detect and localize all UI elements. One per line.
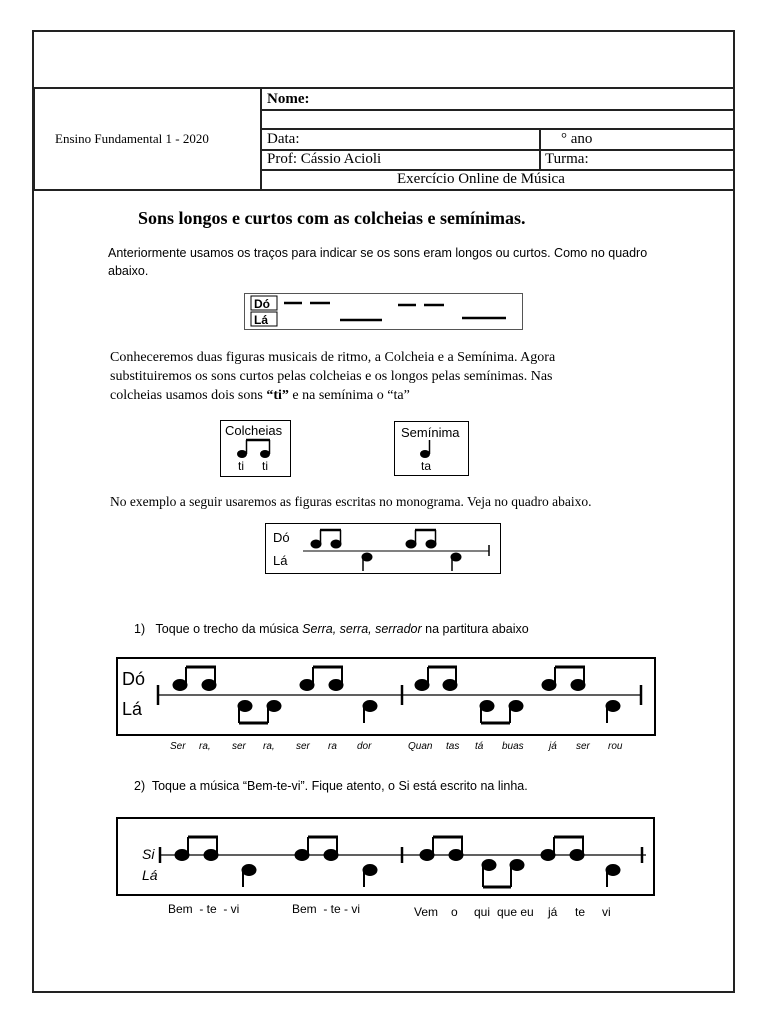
example-staff [265, 523, 502, 575]
lyric: tá [475, 741, 484, 752]
exercise2-text: 2) Toque a música “Bem-te-vi”. Fique atento, o Si está escrito na linha. [134, 779, 528, 793]
lyric: te [575, 905, 586, 919]
page-title: Sons longos e curtos com as colcheias e semínimas. [138, 208, 526, 228]
seminima-syllable: ta [421, 459, 432, 473]
seminima-title: Semínima [401, 425, 460, 440]
figures-line3-post: e na semínima o “ta” [288, 388, 410, 403]
lyric: Quan [408, 741, 433, 752]
prof-label: Prof: Cássio Acioli [267, 151, 382, 167]
figures-line3-ti: “ti” [266, 388, 289, 403]
example-do-label: Dó [273, 530, 290, 545]
figures-line3 [110, 386, 410, 405]
lyric: tas [446, 741, 460, 752]
seminima-box [394, 421, 470, 477]
intro-line2: abaixo. [108, 264, 149, 278]
lyric: ser [576, 741, 590, 752]
ex2-la-label: Lá [142, 867, 158, 883]
data-label: Data: [267, 131, 300, 147]
turma-label: Turma: [545, 151, 589, 167]
exercise2-staff [116, 817, 656, 897]
lyric: Bem - te - vi [292, 902, 361, 916]
ex2-si-label: Si [142, 846, 155, 862]
lyric: o [451, 905, 458, 919]
colcheias-syllable-1: ti [238, 459, 244, 473]
intro-line1: Anteriormente usamos os traços para indicar se os sons eram longos ou curtos. Como no quadro [108, 246, 648, 260]
example-la-label: Lá [273, 553, 288, 568]
lyric: Vem [414, 905, 439, 919]
figures-line3-pre: colcheias usamos dois sons [110, 388, 267, 403]
dash-la-label: Lá [254, 313, 269, 327]
lyric: ra [328, 741, 337, 752]
example-text: No exemplo a seguir usaremos as figuras escritas no monograma. Veja no quadro abaixo. [110, 494, 592, 509]
colcheias-title: Colcheias [225, 423, 283, 438]
colcheias-syllable-2: ti [262, 459, 268, 473]
exercise1-text [134, 620, 529, 639]
figures-line1: Conheceremos duas figuras musicais de ritmo, a Colcheia e a Semínima. Agora [110, 350, 556, 365]
dash-diagram [244, 293, 524, 331]
lyric: ser [296, 741, 310, 752]
lyric: vi [602, 905, 611, 919]
exercise1-song: Serra, serra, serrador [302, 622, 422, 636]
dash-do-label: Dó [254, 297, 270, 311]
exercise1-number: 1) [134, 622, 146, 636]
lyric: já [549, 741, 557, 752]
figures-line2: substituiremos os sons curtos pelas colcheias e os longos pelas semínimas. Nas [110, 369, 553, 384]
lyric: rou [608, 741, 623, 752]
ano-label: ° ano [561, 131, 593, 147]
lyric: Ser [170, 741, 186, 752]
lyric: já [548, 905, 558, 919]
lyric: Bem - te - vi [168, 902, 240, 916]
exercise1-pre: Toque o trecho da música [155, 622, 303, 636]
exercise2-lyrics [0, 902, 768, 920]
exercise1-post: na partitura abaixo [421, 622, 529, 636]
lyric: buas [502, 741, 524, 752]
exercise-title: Exercício Online de Música [397, 171, 565, 187]
lyric: ser [232, 741, 246, 752]
school-label: Ensino Fundamental 1 - 2020 [55, 131, 209, 146]
lyric: ra, [199, 741, 211, 752]
lyric: qui [474, 905, 491, 919]
ex1-do-label: Dó [122, 669, 146, 689]
header-table [33, 87, 735, 191]
nome-label: Nome: [267, 91, 310, 107]
lyric: ra, [263, 741, 275, 752]
colcheias-box [220, 420, 292, 478]
ex1-la-label: Lá [122, 699, 143, 719]
lyric: que eu [497, 905, 534, 919]
exercise1-staff [116, 657, 656, 737]
exercise1-lyrics [0, 741, 768, 757]
lyric: dor [357, 741, 372, 752]
